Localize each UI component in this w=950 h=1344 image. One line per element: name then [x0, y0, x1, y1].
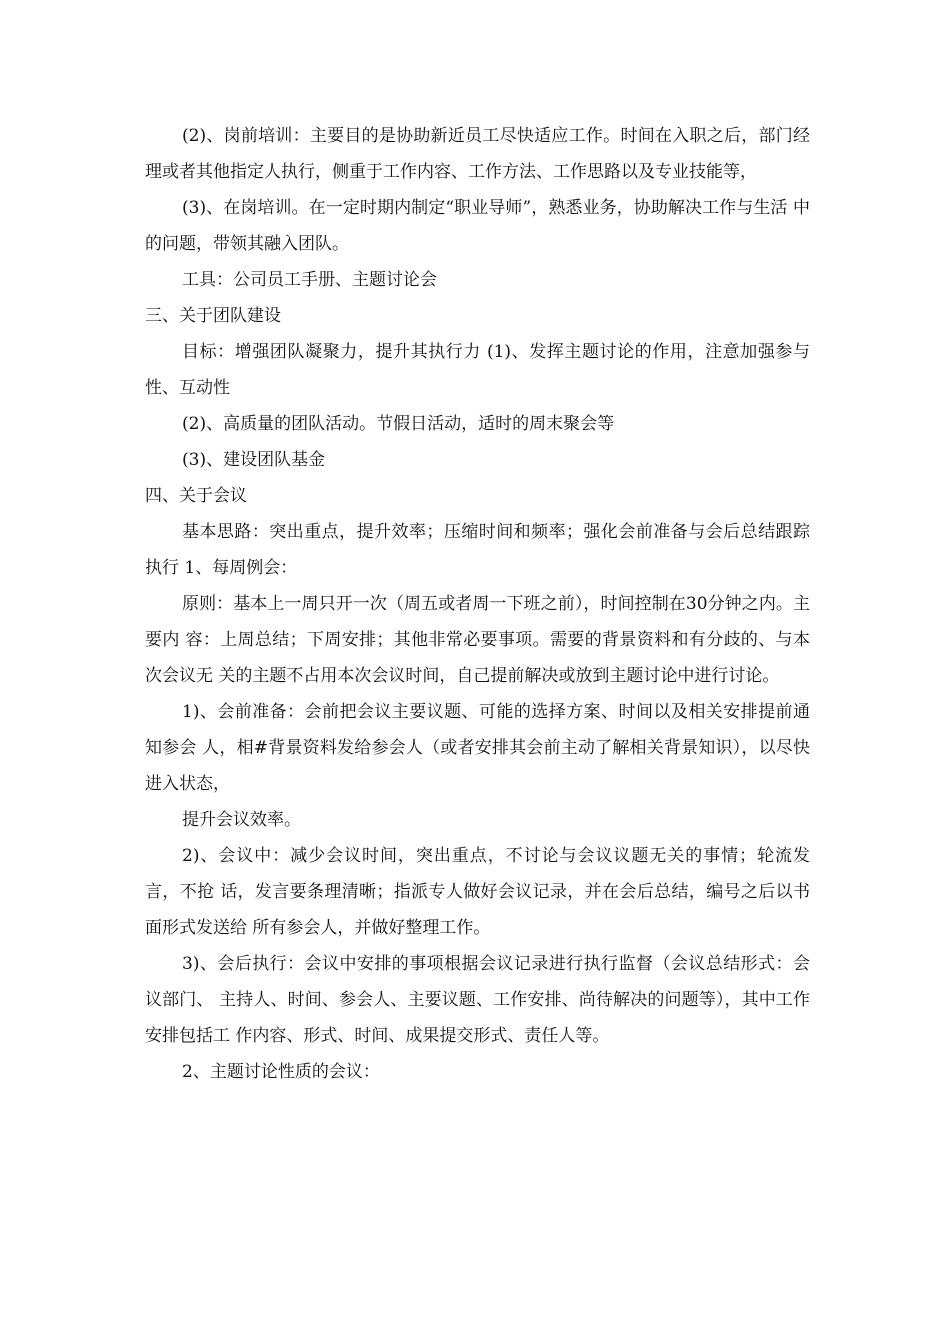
paragraph-meeting-approach: 基本思路：突出重点，提升效率；压缩时间和频率；强化会前准备与会后总结跟踪执行 1、每周例会：: [145, 522, 810, 578]
paragraph-during-meeting: 2)、会议中：减少会议时间，突出重点，不讨论与会议议题无关的事情；轮流发言，不抢 话，发言要条理清晰；指派专人做好会议记录，并在会后总结，编号之后以书面形式发送给 所有参会人，并做好整理工作。: [145, 846, 810, 938]
paragraph-on-job-training: (3)、在岗培训。在一定时期内制定“职业导师”，熟悉业务，协助解决工作与生活 中的问题，带领其融入团队。: [145, 198, 810, 254]
paragraph-pre-meeting: 1)、会前准备：会前把会议主要议题、可能的选择方案、时间以及相关安排提前通知参会 人，相#背景资料发给参会人（或者安排其会前主动了解相关背景知识），以尽快进入状态，: [145, 702, 810, 794]
section-heading-meetings: 四、关于会议: [145, 486, 247, 506]
paragraph-tools: 工具：公司员工手册、主题讨论会: [182, 270, 437, 290]
document-body: [145, 118, 810, 1090]
paragraph-team-goal: 目标：增强团队凝聚力，提升其执行力 (1)、发挥主题讨论的作用，注意加强参与性、互动性: [145, 342, 810, 398]
paragraph-topic-meeting: 2、主题讨论性质的会议：: [182, 1062, 380, 1082]
paragraph-pre-job-training: (2)、岗前培训：主要目的是协助新近员工尽快适应工作。时间在入职之后，部门经 理或者其他指定人执行，侧重于工作内容、工作方法、工作思路以及专业技能等，: [145, 126, 810, 182]
section-heading-team-building: 三、关于团队建设: [145, 306, 281, 326]
paragraph-meeting-principle: 原则：基本上一周只开一次（周五或者周一下班之前），时间控制在30分钟之内。主要内 容：上周总结；下周安排；其他非常必要事项。需要的背景资料和有分歧的、与本次会议无 关的主题不占用本次会议时间，自己提前解决或放到主题讨论中进行讨论。: [145, 594, 810, 686]
paragraph-team-activities: (2)、高质量的团队活动。节假日活动，适时的周末聚会等: [182, 414, 615, 434]
paragraph-team-fund: (3)、建设团队基金: [182, 450, 326, 470]
paragraph-post-meeting: 3)、会后执行：会议中安排的事项根据会议记录进行执行监督（会议总结形式：会议部门、 主持人、时间、参会人、主要议题、工作安排、尚待解决的问题等），其中工作安排包括工 作内容、形式、时间、成果提交形式、责任人等。: [145, 954, 810, 1046]
paragraph-efficiency: 提升会议效率。: [182, 810, 301, 830]
